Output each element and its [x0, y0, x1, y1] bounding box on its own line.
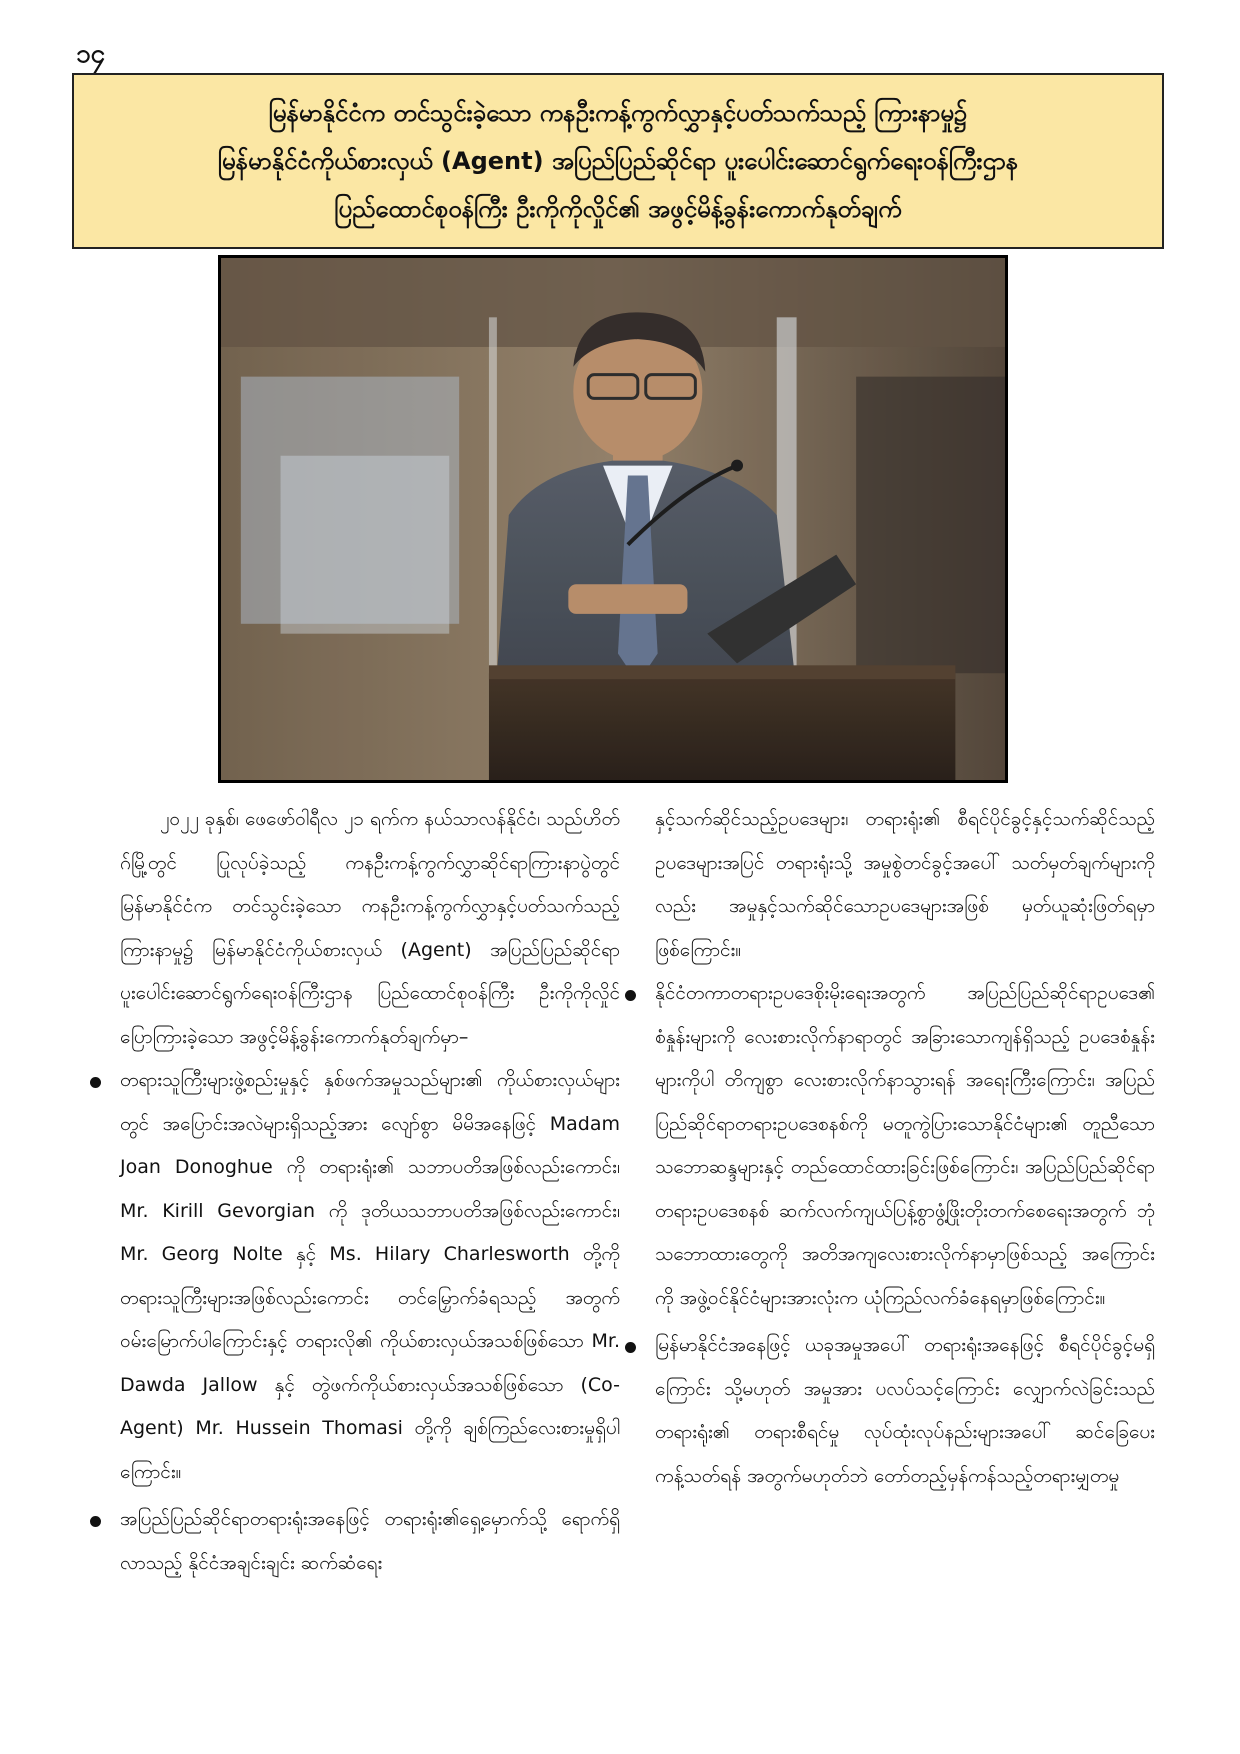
list-item-text: မြန်မာနိုင်ငံအနေဖြင့် ယခုအမှုအပေါ် တရားရုံးအနေဖြင့် စီရင်ပိုင်ခွင့်မရှိကြောင်း သို့မဟုတ် အမှုအား ပလပ်သင့်ကြောင်း လျှောက်လဲခြင်းသည် တရားရုံး၏ တရားစီရင်မှု လုပ်ထုံးလုပ်နည်းများအပေါ် ဆင်ခြေပေးကန့်သတ်ရန် အတွက်မဟုတ်ဘဲ တော်တည့်မှန်ကန်သည့်တရားမျှတမှု — [655, 1334, 1155, 1487]
right-column — [655, 798, 1155, 1502]
bullet-icon — [625, 990, 636, 1001]
bullet-icon — [90, 1516, 101, 1527]
list-item — [120, 1059, 620, 1494]
bullet-icon — [625, 1342, 636, 1353]
bullet-icon — [90, 1077, 101, 1088]
headline-line-2: မြန်မာနိုင်ငံကိုယ်စားလှယ် (Agent) အပြည်ပြည်ဆိုင်ရာ ပူးပေါင်းဆောင်ရွက်ရေးဝန်ကြီးဌာန — [217, 147, 1019, 175]
page-number: ၁၄ — [76, 39, 106, 69]
list-item — [655, 1324, 1155, 1498]
headline-line-3: ပြည်ထောင်စုဝန်ကြီး ဦးကိုကိုလှိုင်၏ အဖွင့်မိန့်ခွန်းကောက်နုတ်ချက် — [334, 195, 902, 223]
list-item-text: နိုင်ငံတကာတရားဥပဒေစိုးမိုးရေးအတွက် အပြည်ပြည်ဆိုင်ရာဥပဒေ၏ စံနှုန်းများကို လေးစားလိုက်နာရာတွင် အခြားသောကျန်ရှိသည့် ဥပဒေစံနှုန်းများကိုပါ တိကျစွာ လေးစားလိုက်နာသွားရန် အရေးကြီးကြောင်း၊ အပြည်ပြည်ဆိုင်ရာတရားဥပဒေစနစ်ကို မတူကွဲပြားသောနိုင်ငံများ၏ တူညီသောသဘောဆန္ဒများနှင့် တည်ထောင်ထားခြင်းဖြစ်ကြောင်း၊ အပြည်ပြည်ဆိုင်ရာတရားဥပဒေစနစ် ဆက်လက်ကျယ်ပြန့်စွာဖွံ့ဖြိုးတိုးတက်စေရေးအတွက် ဘုံသဘောထားတွေကို အတိအကျလေးစားလိုက်နာမှာဖြစ်သည့် အကြောင်းကို အဖွဲ့ဝင်နိုင်ငံများအားလုံးက ယုံကြည်လက်ခံနေရမှာဖြစ်ကြောင်း။ — [655, 982, 1155, 1309]
list-item-text: တရားသူကြီးများဖွဲ့စည်းမှုနှင့် နှစ်ဖက်အမှုသည်များ၏ ကိုယ်စားလှယ်များတွင် အပြောင်းအလဲများရှိသည့်အား လျော်စွာ မိမိအနေဖြင့် Madam Joan Donoghue ကို တရားရုံး၏ သဘာပတိအဖြစ်လည်းကောင်း၊ Mr. Kirill Gevorgian ကို ဒုတိယသဘာပတိအဖြစ်လည်းကောင်း၊ Mr. Georg Nolte နှင့် Ms. Hilary Charlesworth တို့ကို တရားသူကြီးများအဖြစ်လည်းကောင်း တင်မြှောက်ခံရသည့် အတွက် ဝမ်းမြောက်ပါကြောင်းနှင့် တရားလို၏ ကိုယ်စားလှယ်အသစ်ဖြစ်သော Mr. Dawda Jallow နှင့် တွဲဖက်ကိုယ်စားလှယ်အသစ်ဖြစ်သော (Co-Agent) Mr. Hussein Thomasi တို့ကို ချစ်ကြည်လေးစားမှုရှိပါကြောင်း။ — [120, 1069, 620, 1483]
continuation-paragraph: နှင့်သက်ဆိုင်သည့်ဥပဒေများ၊ တရားရုံး၏ စီရင်ပိုင်ခွင့်နှင့်သက်ဆိုင်သည့် ဥပဒေများအပြင် တရားရုံးသို့ အမှုစွဲတင်ခွင့်အပေါ် သတ်မှတ်ချက်များကိုလည်း အမှုနှင့်သက်ဆိုင်သောဥပဒေများအဖြစ် မှတ်ယူဆုံးဖြတ်ရမှာဖြစ်ကြောင်း။ — [655, 808, 1155, 961]
speaker-photo — [218, 255, 1008, 783]
list-item-text: အပြည်ပြည်ဆိုင်ရာတရားရုံးအနေဖြင့် တရားရုံး၏ရှေ့မှောက်သို့ ရောက်ရှိလာသည့် နိုင်ငံအချင်းချင်း ဆက်ဆံရေး — [120, 1508, 620, 1574]
intro-paragraph: ၂၀၂၂ ခုနှစ်၊ ဖေဖော်ဝါရီလ ၂၁ ရက်က နယ်သာလန်နိုင်ငံ၊ သည်ဟိတ်ဂ်မြို့တွင် ပြုလုပ်ခဲ့သည့် ကနဦးကန့်ကွက်လွှာဆိုင်ရာကြားနာပွဲတွင် မြန်မာနိုင်ငံက တင်သွင်းခဲ့သော ကနဦးကန့်ကွက်လွှာနှင့်ပတ်သက်သည့်ကြားနာမှု၌ မြန်မာနိုင်ငံကိုယ်စားလှယ် (Agent) အပြည်ပြည်ဆိုင်ရာပူးပေါင်းဆောင်ရွက်ရေးဝန်ကြီးဌာန ပြည်ထောင်စုဝန်ကြီး ဦးကိုကိုလှိုင် ပြောကြားခဲ့သော အဖွင့်မိန့်ခွန်းကောက်နုတ်ချက်မှာ– — [120, 808, 620, 1048]
headline-box — [72, 73, 1164, 249]
speaker-at-podium-photo-icon — [221, 258, 1005, 780]
list-item — [120, 1498, 620, 1585]
headline-line-1: မြန်မာနိုင်ငံက တင်သွင်းခဲ့သော ကနဦးကန့်ကွက်လွှာနှင့်ပတ်သက်သည့် ကြားနာမှု၌ — [268, 99, 968, 127]
left-column — [120, 798, 620, 1589]
list-item — [655, 972, 1155, 1320]
